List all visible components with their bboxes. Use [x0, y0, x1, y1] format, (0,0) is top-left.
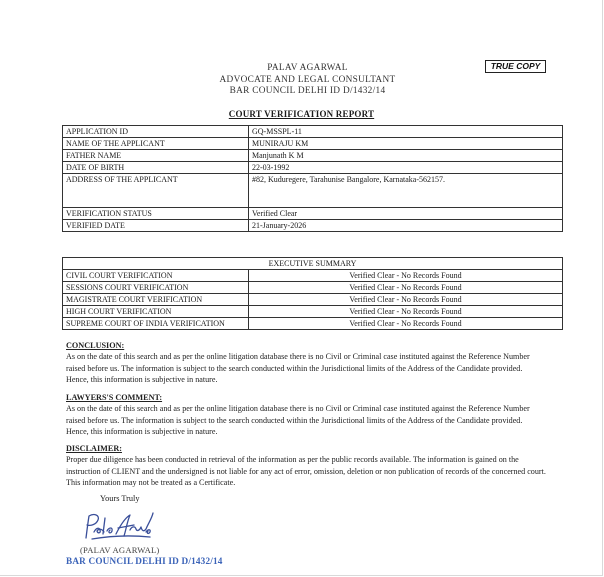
field-label: NAME OF THE APPLICANT [63, 138, 249, 150]
court-result: Verified Clear - No Records Found [249, 270, 563, 282]
table-row [63, 270, 563, 282]
court-label: CIVIL COURT VERIFICATION [63, 270, 249, 282]
field-label: APPLICATION ID [63, 126, 249, 138]
letterhead [200, 63, 415, 98]
field-label: ADDRESS OF THE APPLICANT [63, 174, 249, 208]
summary-heading: EXECUTIVE SUMMARY [63, 258, 563, 270]
yours-truly: Yours Truly [100, 494, 140, 503]
field-label: FATHER NAME [63, 150, 249, 162]
court-result: Verified Clear - No Records Found [249, 306, 563, 318]
advocate-name: PALAV AGARWAL [267, 63, 348, 73]
field-label: VERIFIED DATE [63, 220, 249, 232]
report-title: COURT VERIFICATION REPORT [228, 109, 375, 119]
lawyers-comment-section [66, 392, 546, 438]
court-result: Verified Clear - No Records Found [249, 294, 563, 306]
field-label: DATE OF BIRTH [63, 162, 249, 174]
field-value: Manjunath K M [249, 150, 563, 162]
conclusion-section [66, 340, 546, 386]
field-value: GQ-MSSPL-11 [249, 126, 563, 138]
field-value: #82, Kuduregere, Tarahunise Bangalore, Karnataka-562157. [249, 174, 563, 208]
court-result: Verified Clear - No Records Found [249, 282, 563, 294]
disclaimer-text: Proper due diligence has been conducted in retrieval of the information as per the public records available. The information is gained on the instruction of CLIENT and the undersigned is not liable for any act of error, omission, deletion or non publication of records of the concerned court. This information may not be treated as a Certificate. [66, 455, 546, 488]
true-copy-stamp: TRUE COPY [485, 60, 546, 73]
lawyers-comment-heading: LAWYERS'S COMMENT: [66, 393, 163, 402]
table-row [63, 282, 563, 294]
table-row [63, 294, 563, 306]
table-header-row [63, 258, 563, 270]
field-value: Verified Clear [249, 208, 563, 220]
disclaimer-heading: DISCLAIMER: [66, 444, 122, 453]
table-row [63, 174, 563, 208]
field-label: VERIFICATION STATUS [63, 208, 249, 220]
field-value: 21-January-2026 [249, 220, 563, 232]
table-row [63, 306, 563, 318]
handwritten-signature [80, 508, 160, 544]
lawyers-comment-text: As on the date of this search and as per the online litigation database there is no Civil or Criminal case instituted against the Reference Number raised before us. The information is subject to the search conducted within the Jurisdictional limits of the Address of the Candidate provided. Hence, this information is subjective in nature. [66, 404, 530, 437]
table-row [63, 162, 563, 174]
table-row [63, 150, 563, 162]
advocate-designation: ADVOCATE AND LEGAL CONSULTANT [219, 74, 396, 85]
table-row [63, 138, 563, 150]
court-label: SESSIONS COURT VERIFICATION [63, 282, 249, 294]
field-value: MUNIRAJU KM [249, 138, 563, 150]
signatory-name: (PALAV AGARWAL) [80, 545, 160, 555]
table-row [63, 126, 563, 138]
conclusion-text: As on the date of this search and as per the online litigation database there is no Civil or Criminal case instituted against the Reference Number raised before us. The information is subject to the search conducted within the Jurisdictional limits of the Address of the Candidate provided. Hence, this information is subjective in nature. [66, 352, 530, 385]
court-label: HIGH COURT VERIFICATION [63, 306, 249, 318]
table-row [63, 318, 563, 330]
signatory-council-id: BAR COUNCIL DELHI ID D/1432/14 [66, 556, 223, 566]
executive-summary-table [62, 257, 563, 330]
applicant-details-table [62, 125, 563, 232]
table-row [63, 208, 563, 220]
disclaimer-section [66, 443, 546, 489]
court-label: MAGISTRATE COURT VERIFICATION [63, 294, 249, 306]
advocate-council-id: BAR COUNCIL DELHI ID D/1432/14 [229, 86, 386, 97]
court-result: Verified Clear - No Records Found [249, 318, 563, 330]
court-label: SUPREME COURT OF INDIA VERIFICATION [63, 318, 249, 330]
field-value: 22-03-1992 [249, 162, 563, 174]
table-row [63, 220, 563, 232]
conclusion-heading: CONCLUSION: [66, 341, 125, 350]
